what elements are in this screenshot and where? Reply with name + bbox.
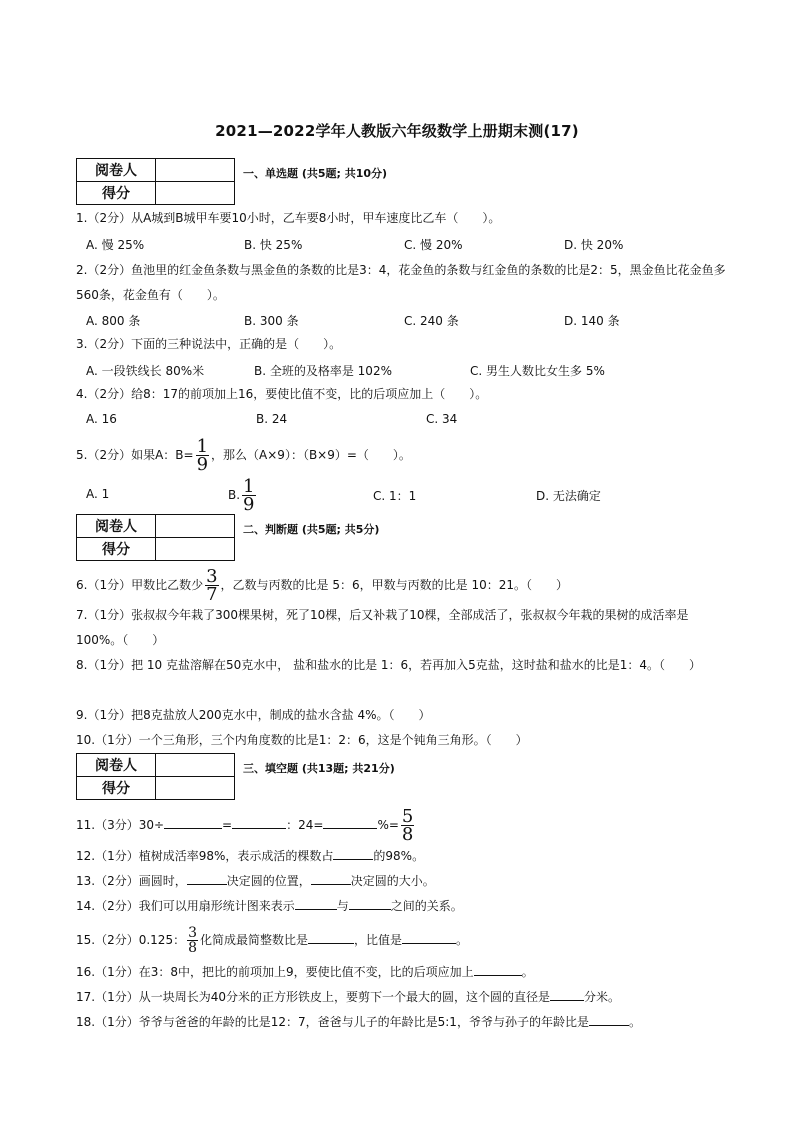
q11-text: 11.（3分）30÷ — [76, 818, 165, 832]
q2-option-b: B. 300 条 — [244, 314, 299, 328]
q11-text: = — [222, 818, 233, 832]
q15-text: ，比值是 — [354, 933, 403, 947]
section-heading: 一、单选题 (共5题; 共10分) — [243, 167, 388, 180]
q18-text: 。 — [628, 1015, 641, 1029]
q4-option-a: A. 16 — [86, 412, 117, 426]
fraction-numerator: 5 — [401, 806, 414, 827]
question-6 — [76, 568, 726, 603]
grader-blank — [156, 515, 235, 538]
answer-blank[interactable] — [164, 814, 222, 829]
question-10: 10.（1分）一个三角形，三个内角度数的比是1：2：6，这是个钝角三角形。（ ） — [76, 733, 528, 747]
q5-option-b-label: B. — [228, 488, 241, 502]
question-16 — [76, 960, 726, 985]
q16-text: 16.（1分）在3：8中，把比的前项加上9，要使比值不变，比的后项应加上 — [76, 965, 474, 979]
question-9: 9.（1分）把8克盐放人200克水中，制成的盐水含盐 4%。（ ） — [76, 708, 431, 722]
q4-option-c: C. 34 — [426, 412, 458, 426]
section-heading: 三、填空题 (共13题; 共21分) — [243, 762, 395, 775]
q11-text: ：24= — [286, 818, 324, 832]
q14-text: 与 — [336, 899, 349, 913]
q2-option-d: D. 140 条 — [564, 314, 620, 328]
q5-prefix: 5.（2分）如果A：B= — [76, 448, 194, 462]
q1-option-d: D. 快 20% — [564, 238, 624, 252]
question-14 — [76, 894, 726, 919]
answer-blank[interactable] — [474, 961, 522, 976]
q3-option-b: B. 全班的及格率是 102% — [254, 364, 392, 378]
q13-text: 13.（2分）画圆时， — [76, 874, 187, 888]
q15-text: 化简成最简整数比是 — [200, 933, 309, 947]
q5-option-c: C. 1：1 — [373, 489, 417, 503]
q12-text: 12.（1分）植树成活率98%，表示成活的棵数占 — [76, 849, 334, 863]
score-label: 得分 — [77, 182, 156, 205]
grader-blank — [156, 754, 235, 777]
q5-option-a: A. 1 — [86, 487, 110, 501]
q11-fraction — [401, 808, 414, 843]
question-2: 2.（2分）鱼池里的红金鱼条数与黑金鱼的条数的比是3：4，花金鱼的条数与红金鱼的条数的比是2：5，黑金鱼比花金鱼多560条，花金鱼有（ ）。 — [76, 263, 726, 302]
answer-blank[interactable] — [550, 986, 584, 1001]
q5-option-b — [228, 478, 258, 513]
answer-blank[interactable] — [311, 870, 351, 885]
q1-option-a: A. 慢 25% — [86, 238, 145, 252]
question-17 — [76, 985, 726, 1010]
answer-blank[interactable] — [308, 929, 354, 944]
question-8: 8.（1分）把 10 克盐溶解在50克水中， 盐和盐水的比是 1：6，若再加入5克盐，这时盐和盐水的比是1：4。（ ） — [76, 658, 702, 672]
question-11 — [76, 808, 726, 843]
question-18 — [76, 1010, 726, 1035]
grader-label: 阅卷人 — [77, 515, 156, 538]
answer-blank[interactable] — [323, 814, 377, 829]
q5-suffix: ，那么（A×9）：（B×9）=（ ）。 — [211, 448, 411, 462]
answer-blank[interactable] — [349, 895, 391, 910]
q11-text: %= — [377, 818, 399, 832]
question-13 — [76, 869, 726, 894]
q17-text: 分米。 — [584, 990, 621, 1004]
score-label: 得分 — [77, 538, 156, 561]
fraction-denominator: 9 — [243, 494, 255, 515]
q2-option-a: A. 800 条 — [86, 314, 141, 328]
q13-text: 决定圆的位置， — [226, 874, 311, 888]
section-heading: 二、判断题 (共5题; 共5分) — [243, 523, 380, 536]
q4-option-b: B. 24 — [256, 412, 288, 426]
q5-option-b-fraction — [242, 478, 255, 513]
answer-blank[interactable] — [232, 814, 286, 829]
grader-blank — [156, 159, 235, 182]
q14-text: 之间的关系。 — [390, 899, 463, 913]
score-blank — [156, 777, 235, 800]
q16-text: 。 — [521, 965, 534, 979]
fraction-denominator: 8 — [401, 824, 414, 845]
score-blank — [156, 182, 235, 205]
fraction-numerator: 1 — [243, 476, 255, 497]
grader-box — [76, 158, 235, 205]
q2-option-c: C. 240 条 — [404, 314, 459, 328]
q5-option-d: D. 无法确定 — [536, 489, 601, 503]
score-blank — [156, 538, 235, 561]
question-15 — [76, 926, 726, 955]
q13-text: 决定圆的大小。 — [350, 874, 435, 888]
grader-label: 阅卷人 — [77, 159, 156, 182]
q17-text: 17.（1分）从一块周长为40分米的正方形铁皮上，要剪下一个最大的圆，这个圆的直径是 — [76, 990, 550, 1004]
grader-label: 阅卷人 — [77, 754, 156, 777]
grader-box — [76, 753, 235, 800]
q1-option-b: B. 快 25% — [244, 238, 303, 252]
question-12 — [76, 844, 726, 869]
fraction-denominator: 8 — [188, 940, 197, 956]
fraction-numerator: 1 — [196, 436, 209, 457]
q15-fraction — [187, 926, 198, 955]
question-4: 4.（2分）给8：17的前项加上16，要使比值不变，比的后项应加上（ ）。 — [76, 387, 488, 401]
fraction-denominator: 9 — [196, 454, 209, 475]
q6-suffix: ，乙数与丙数的比是 5：6，甲数与丙数的比是 10：21。（ ） — [220, 578, 568, 592]
q6-prefix: 6.（1分）甲数比乙数少 — [76, 578, 204, 592]
q5-fraction — [196, 438, 209, 473]
answer-blank[interactable] — [187, 870, 227, 885]
answer-blank[interactable] — [333, 845, 373, 860]
fraction-numerator: 3 — [206, 566, 218, 587]
q15-text: 。 — [456, 933, 469, 947]
question-3: 3.（2分）下面的三种说法中，正确的是（ ）。 — [76, 337, 342, 351]
q1-option-c: C. 慢 20% — [404, 238, 463, 252]
q3-option-c: C. 男生人数比女生多 5% — [470, 364, 605, 378]
fraction-numerator: 3 — [188, 925, 197, 941]
question-5 — [76, 438, 726, 473]
q18-text: 18.（1分）爷爷与爸爸的年龄的比是12：7，爸爸与儿子的年龄比是5:1，爷爷与孙子的年龄比是 — [76, 1015, 589, 1029]
question-1: 1.（2分）从A城到B城甲车要10小时，乙车要8小时，甲车速度比乙车（ ）。 — [76, 211, 501, 225]
q3-option-a: A. 一段铁线长 80%米 — [86, 364, 205, 378]
page-title: 2021—2022学年人教版六年级数学上册期末测(17) — [215, 122, 579, 140]
grader-box — [76, 514, 235, 561]
q14-text: 14.（2分）我们可以用扇形统计图来表示 — [76, 899, 295, 913]
question-7: 7.（1分）张叔叔今年栽了300棵果树，死了10棵，后又补栽了10棵，全部成活了，张叔叔今年栽的果树的成活率是100%。（ ） — [76, 608, 689, 647]
fraction-denominator: 7 — [206, 584, 218, 605]
answer-blank[interactable] — [402, 929, 456, 944]
answer-blank[interactable] — [295, 895, 337, 910]
q15-text: 15.（2分）0.125： — [76, 933, 186, 947]
q12-text: 的98%。 — [373, 849, 425, 863]
q6-fraction — [205, 568, 218, 603]
answer-blank[interactable] — [589, 1011, 629, 1026]
score-label: 得分 — [77, 777, 156, 800]
